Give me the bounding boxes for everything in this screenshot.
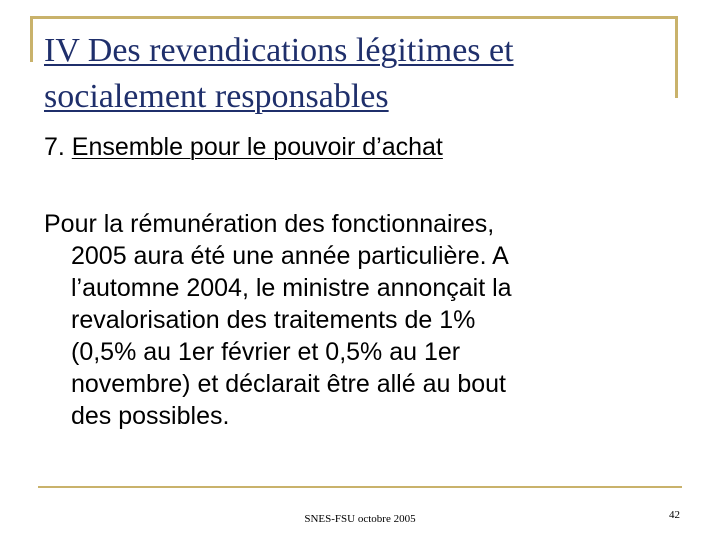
title-line: socialement responsables [44, 78, 389, 115]
body-line: (0,5% au 1er février et 0,5% au 1er [71, 338, 461, 366]
subtitle-number: 7. [44, 133, 72, 161]
page-number: 42 [669, 509, 680, 521]
body-line: des possibles. [71, 402, 230, 430]
body-line: revalorisation des traitements de 1% [71, 306, 476, 334]
body-line: l’automne 2004, le ministre annonçait la [71, 274, 512, 302]
frame-right-border [675, 16, 678, 98]
body-line: Pour la rémunération des fonctionnaires, [44, 210, 495, 238]
footer-divider [38, 486, 682, 488]
body-line: novembre) et déclarait être allé au bout [71, 370, 506, 398]
body-paragraph [44, 208, 684, 432]
slide-title [44, 28, 664, 120]
footer-text: SNES-FSU octobre 2005 [304, 513, 416, 525]
frame-left-accent [30, 16, 33, 62]
title-line: IV Des revendications légitimes et [44, 32, 514, 69]
frame-top-border [30, 16, 678, 19]
body-line: 2005 aura été une année particulière. A [71, 242, 509, 270]
slide-subtitle [44, 131, 443, 163]
subtitle-text: Ensemble pour le pouvoir d’achat [71, 133, 443, 161]
